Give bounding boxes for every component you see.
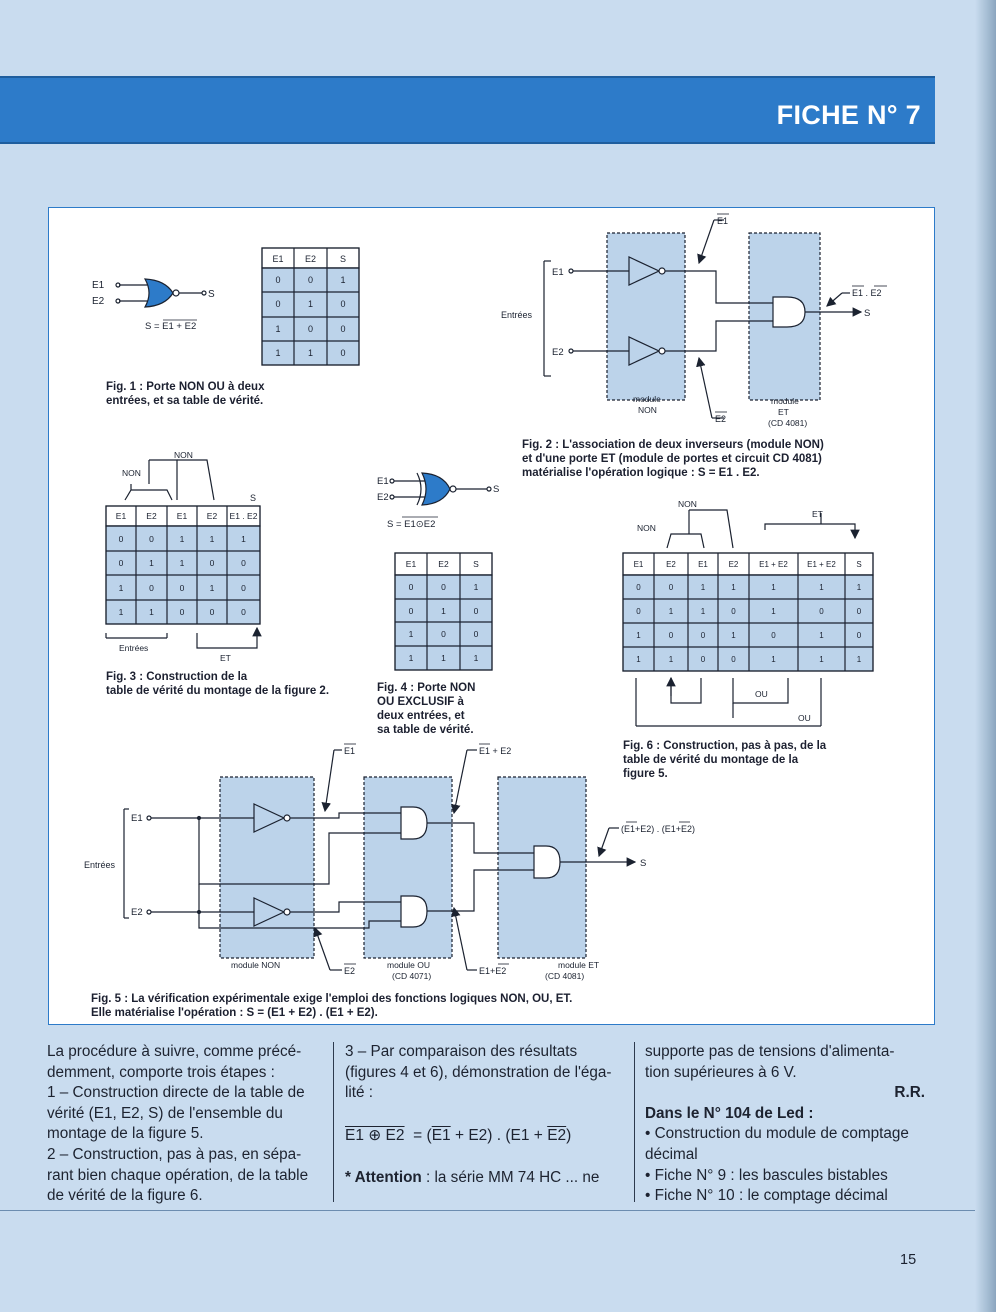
col1-line: 1 – Construction directe de la table de bbox=[47, 1084, 305, 1102]
text-column-2 bbox=[345, 1042, 630, 1189]
table-cell: 1 bbox=[731, 631, 736, 640]
table-cell: 1 bbox=[441, 653, 446, 663]
table-cell: 1 bbox=[668, 607, 674, 616]
fig6-et: ET bbox=[812, 509, 823, 519]
col1-line: La procédure à suivre, comme précé- bbox=[47, 1043, 302, 1060]
fig4-formula: S = E1⊙E2 bbox=[387, 519, 436, 530]
fig1-nor-gate bbox=[116, 279, 206, 307]
fiche-title: FICHE N° 7 bbox=[776, 100, 921, 130]
column-rule bbox=[333, 1042, 334, 1202]
table-cell: 1 bbox=[636, 631, 641, 640]
fig5-out-expr: (E1+E2) . (E1+E2) bbox=[621, 824, 696, 834]
fig5-module-ou-2: (CD 4071) bbox=[392, 971, 432, 981]
next-issue-item: décimal bbox=[645, 1145, 698, 1163]
text-column-1 bbox=[47, 1042, 327, 1207]
table-cell: 1 bbox=[179, 534, 185, 544]
fig3-caption: Fig. 3 : Construction de la table de vérité du montage de la figure 2. bbox=[106, 671, 330, 697]
table-cell: 1 bbox=[771, 655, 776, 664]
fig3-non-side: NON bbox=[122, 468, 141, 478]
table-cell: 1 bbox=[856, 655, 862, 664]
table-cell: 0 bbox=[340, 324, 346, 334]
col1-line: vérité (E1, E2, S) de l'ensemble du bbox=[47, 1104, 283, 1122]
fig1-in2: E2 bbox=[92, 296, 105, 307]
table-cell: 1 bbox=[819, 655, 824, 664]
table-cell: 0 bbox=[856, 631, 862, 640]
fig4-out: S bbox=[493, 484, 500, 495]
formula-a: E1 bbox=[431, 1126, 451, 1144]
table-cell: 1 bbox=[307, 348, 314, 358]
table-cell: 0 bbox=[408, 606, 414, 616]
fig3-s: S bbox=[250, 493, 257, 503]
fig1-caption: Fig. 1 : Porte NON OU à deux entrées, et sa table de vérité. bbox=[106, 381, 265, 407]
fig1-out: S bbox=[208, 289, 215, 300]
fig5-in1: E1 bbox=[131, 813, 143, 824]
table-cell: 1 bbox=[241, 534, 246, 544]
fig2-module-et-2: ET bbox=[778, 407, 789, 417]
table-header-cell: E1 bbox=[633, 560, 644, 569]
fig5-caption: Fig. 5 : La vérification expérimentale exige l'emploi des fonctions logiques NON, OU, ET. Elle matérialise l'opération : S = (E1 + E2) . (E1 + E2). bbox=[91, 993, 573, 1019]
fig1-formula: S = E1 + E2 bbox=[145, 321, 197, 332]
fig4-in2: E2 bbox=[377, 492, 389, 503]
bottom-rule bbox=[0, 1210, 975, 1211]
table-cell: 0 bbox=[731, 607, 736, 616]
fig2-module-et-1: module bbox=[771, 396, 799, 406]
table-cell: 0 bbox=[241, 583, 246, 593]
table-header-cell: E2 bbox=[666, 560, 676, 569]
table-cell: 0 bbox=[179, 607, 185, 617]
table-cell: 0 bbox=[307, 324, 314, 334]
table-cell: 0 bbox=[241, 558, 246, 568]
fig3-entrees: Entrées bbox=[119, 643, 149, 653]
fig2-out-expr: E1 . E2 bbox=[852, 288, 882, 298]
table-cell: 1 bbox=[408, 629, 414, 639]
fig2-module-non-2: NON bbox=[638, 405, 657, 415]
fig5-ou1-expr: E1 + E2 bbox=[479, 746, 512, 756]
fig3-et: ET bbox=[220, 653, 231, 663]
table-header-cell: S bbox=[473, 559, 479, 569]
fig2-module-et-3: (CD 4081) bbox=[768, 418, 808, 428]
table-cell: 0 bbox=[408, 582, 414, 592]
table-cell: 1 bbox=[819, 631, 824, 640]
fig2-circuit bbox=[544, 220, 861, 418]
fig5-in2: E2 bbox=[131, 907, 143, 918]
table-cell: 1 bbox=[307, 299, 314, 309]
formula-c: E2 bbox=[547, 1126, 567, 1144]
fig4-caption: Fig. 4 : Porte NON OU EXCLUSIF à deux entrées, et sa table de vérité. bbox=[377, 682, 476, 736]
table-header-cell: E2 bbox=[146, 511, 157, 521]
fig2-out: S bbox=[864, 308, 871, 319]
formula-b: + E2) . (E1 + bbox=[454, 1126, 543, 1144]
table-cell: 1 bbox=[408, 653, 414, 663]
fig5-out: S bbox=[640, 858, 647, 869]
table-header-cell: E1 . E2 bbox=[229, 511, 258, 521]
table-cell: 0 bbox=[209, 558, 215, 568]
table-cell: 0 bbox=[700, 631, 706, 640]
table-header-cell: E1 + E2 bbox=[759, 560, 788, 569]
col2-line: 3 – Par comparaison des résultats bbox=[345, 1043, 578, 1060]
col3-line: supporte pas de tensions d'alimenta- bbox=[645, 1043, 895, 1060]
fig5-nbar1: E1 bbox=[344, 746, 356, 756]
formula-open: ( bbox=[426, 1126, 432, 1144]
table-cell: 0 bbox=[473, 606, 479, 616]
table-header-cell: E2 bbox=[728, 560, 739, 569]
table-header-cell: E2 bbox=[304, 254, 317, 264]
col2-line: lité : bbox=[345, 1084, 374, 1102]
table-cell: 1 bbox=[771, 607, 776, 616]
fig6-ou1: OU bbox=[755, 689, 768, 699]
fig2-nbar2: E2 bbox=[715, 414, 727, 424]
equality-formula bbox=[345, 1126, 630, 1147]
table-cell: 1 bbox=[441, 606, 446, 616]
table-cell: 1 bbox=[118, 583, 124, 593]
fig2-in1: E1 bbox=[552, 267, 564, 278]
table-cell: 1 bbox=[340, 275, 346, 285]
table-cell: 1 bbox=[700, 583, 706, 592]
fig2-caption: Fig. 2 : L'association de deux inverseurs (module NON) et d'une porte ET (module de portes et circuit CD 4081) matérialise l'opération logique : S = E1 . E2. bbox=[522, 439, 824, 479]
table-header-cell: E2 bbox=[206, 511, 218, 521]
col1-line: 2 – Construction, pas à pas, en sépa- bbox=[47, 1145, 302, 1163]
next-issue-item: • Fiche N° 9 : les bascules bistables bbox=[645, 1166, 888, 1184]
table-cell: 1 bbox=[149, 607, 154, 617]
table-cell: 0 bbox=[209, 607, 215, 617]
table-cell: 0 bbox=[636, 583, 641, 592]
fig4-xnor-gate bbox=[390, 473, 491, 505]
table-cell: 0 bbox=[340, 348, 346, 358]
fig6-non-top: NON bbox=[678, 499, 697, 509]
column-rule bbox=[634, 1042, 635, 1202]
fig5-entrees: Entrées bbox=[84, 860, 116, 870]
next-issue-title: Dans le N° 104 de Led : bbox=[645, 1104, 814, 1122]
fig6-ou2: OU bbox=[798, 713, 811, 723]
table-cell: 0 bbox=[118, 558, 124, 568]
table-cell: 0 bbox=[731, 655, 736, 664]
table-cell: 1 bbox=[118, 607, 124, 617]
col2-line: (figures 4 et 6), démonstration de l'éga- bbox=[345, 1063, 612, 1081]
fig5-circuit bbox=[124, 750, 635, 970]
fig2-entrees: Entrées bbox=[501, 310, 533, 320]
fig5-module-non: module NON bbox=[231, 960, 281, 970]
table-cell: 0 bbox=[241, 607, 246, 617]
next-issue-item: • Fiche N° 10 : le comptage décimal bbox=[645, 1187, 888, 1205]
table-cell: 1 bbox=[209, 583, 215, 593]
table-cell: 0 bbox=[179, 583, 185, 593]
table-cell: 1 bbox=[179, 558, 185, 568]
formula-d: ) bbox=[566, 1126, 572, 1144]
table-cell: 0 bbox=[668, 583, 674, 592]
table-cell: 1 bbox=[856, 583, 862, 592]
page-edge-shadow bbox=[975, 0, 996, 1312]
table-cell: 0 bbox=[118, 534, 124, 544]
table-cell: 0 bbox=[149, 583, 154, 593]
col3-line: tion supérieures à 6 V. bbox=[645, 1063, 797, 1081]
table-cell: 0 bbox=[636, 607, 641, 616]
table-header-cell: E1 + E2 bbox=[807, 560, 836, 569]
table-header-cell: E1 bbox=[698, 560, 708, 569]
table-cell: 1 bbox=[209, 534, 215, 544]
fig4-in1: E1 bbox=[377, 476, 389, 487]
table-cell: 0 bbox=[441, 629, 446, 639]
attention-text: : la série MM 74 HC ... ne bbox=[421, 1169, 600, 1187]
figure-frame bbox=[48, 207, 935, 1025]
page-number: 15 bbox=[900, 1252, 917, 1268]
formula-left: E1 ⊕ E2 bbox=[345, 1126, 405, 1144]
fig5-nbar2: E2 bbox=[344, 966, 356, 976]
table-header-cell: S bbox=[339, 254, 347, 264]
fig2-in2: E2 bbox=[552, 347, 564, 358]
table-cell: 0 bbox=[340, 299, 346, 309]
attention-label: * Attention bbox=[345, 1169, 422, 1187]
text-column-3 bbox=[645, 1042, 925, 1207]
table-cell: 0 bbox=[275, 275, 281, 285]
fig3-non-top: NON bbox=[174, 450, 193, 460]
fig5-module-et-1: module ET bbox=[558, 960, 600, 970]
table-cell: 1 bbox=[771, 583, 776, 592]
table-cell: 0 bbox=[856, 607, 862, 616]
table-cell: 1 bbox=[275, 324, 281, 334]
table-header-cell: S bbox=[856, 560, 862, 569]
table-cell: 1 bbox=[700, 607, 706, 616]
fig6-truth-table bbox=[623, 553, 873, 671]
fig2-nbar1: E1 bbox=[717, 216, 729, 226]
fig6-caption: Fig. 6 : Construction, pas à pas, de la table de vérité du montage de la figure 5. bbox=[623, 740, 827, 780]
fig5-module-ou-1: module OU bbox=[387, 960, 430, 970]
table-header-cell: E1 bbox=[272, 254, 284, 264]
formula-eq: = bbox=[413, 1126, 423, 1144]
table-cell: 1 bbox=[819, 583, 824, 592]
table-cell: 0 bbox=[700, 655, 706, 664]
table-header-cell: E1 bbox=[115, 511, 127, 521]
table-cell: 0 bbox=[441, 582, 446, 592]
table-cell: 0 bbox=[307, 275, 314, 285]
table-cell: 0 bbox=[668, 631, 674, 640]
table-cell: 0 bbox=[771, 631, 776, 640]
signature: R.R. bbox=[894, 1084, 925, 1102]
header-band bbox=[0, 76, 935, 144]
table-cell: 1 bbox=[275, 348, 281, 358]
col1-line: montage de la figure 5. bbox=[47, 1125, 204, 1143]
table-cell: 0 bbox=[275, 299, 281, 309]
fig5-module-et-2: (CD 4081) bbox=[545, 971, 585, 981]
col1-line: de vérité de la figure 6. bbox=[47, 1187, 203, 1205]
table-cell: 0 bbox=[819, 607, 824, 616]
table-header-cell: E1 bbox=[176, 511, 188, 521]
fig5-ou2-expr: E1+E2 bbox=[479, 966, 507, 976]
fig2-module-non-1: module bbox=[633, 394, 661, 404]
col1-line: rant bien chaque opération, de la table bbox=[47, 1166, 309, 1184]
next-issue-item: • Construction du module de comptage bbox=[645, 1125, 909, 1143]
table-cell: 1 bbox=[473, 582, 479, 592]
table-cell: 1 bbox=[149, 558, 154, 568]
table-header-cell: E1 bbox=[405, 559, 417, 569]
table-cell: 0 bbox=[149, 534, 154, 544]
attention-line bbox=[345, 1168, 630, 1189]
col1-line: demment, comporte trois étapes : bbox=[47, 1063, 275, 1081]
table-cell: 1 bbox=[473, 653, 479, 663]
table-cell: 1 bbox=[668, 655, 674, 664]
table-header-cell: E2 bbox=[438, 559, 449, 569]
figures-canvas bbox=[49, 208, 936, 1026]
table-cell: 1 bbox=[636, 655, 641, 664]
fig1-in1: E1 bbox=[92, 280, 105, 291]
fig6-non-side: NON bbox=[637, 523, 656, 533]
table-cell: 0 bbox=[473, 629, 479, 639]
table-cell: 1 bbox=[731, 583, 736, 592]
